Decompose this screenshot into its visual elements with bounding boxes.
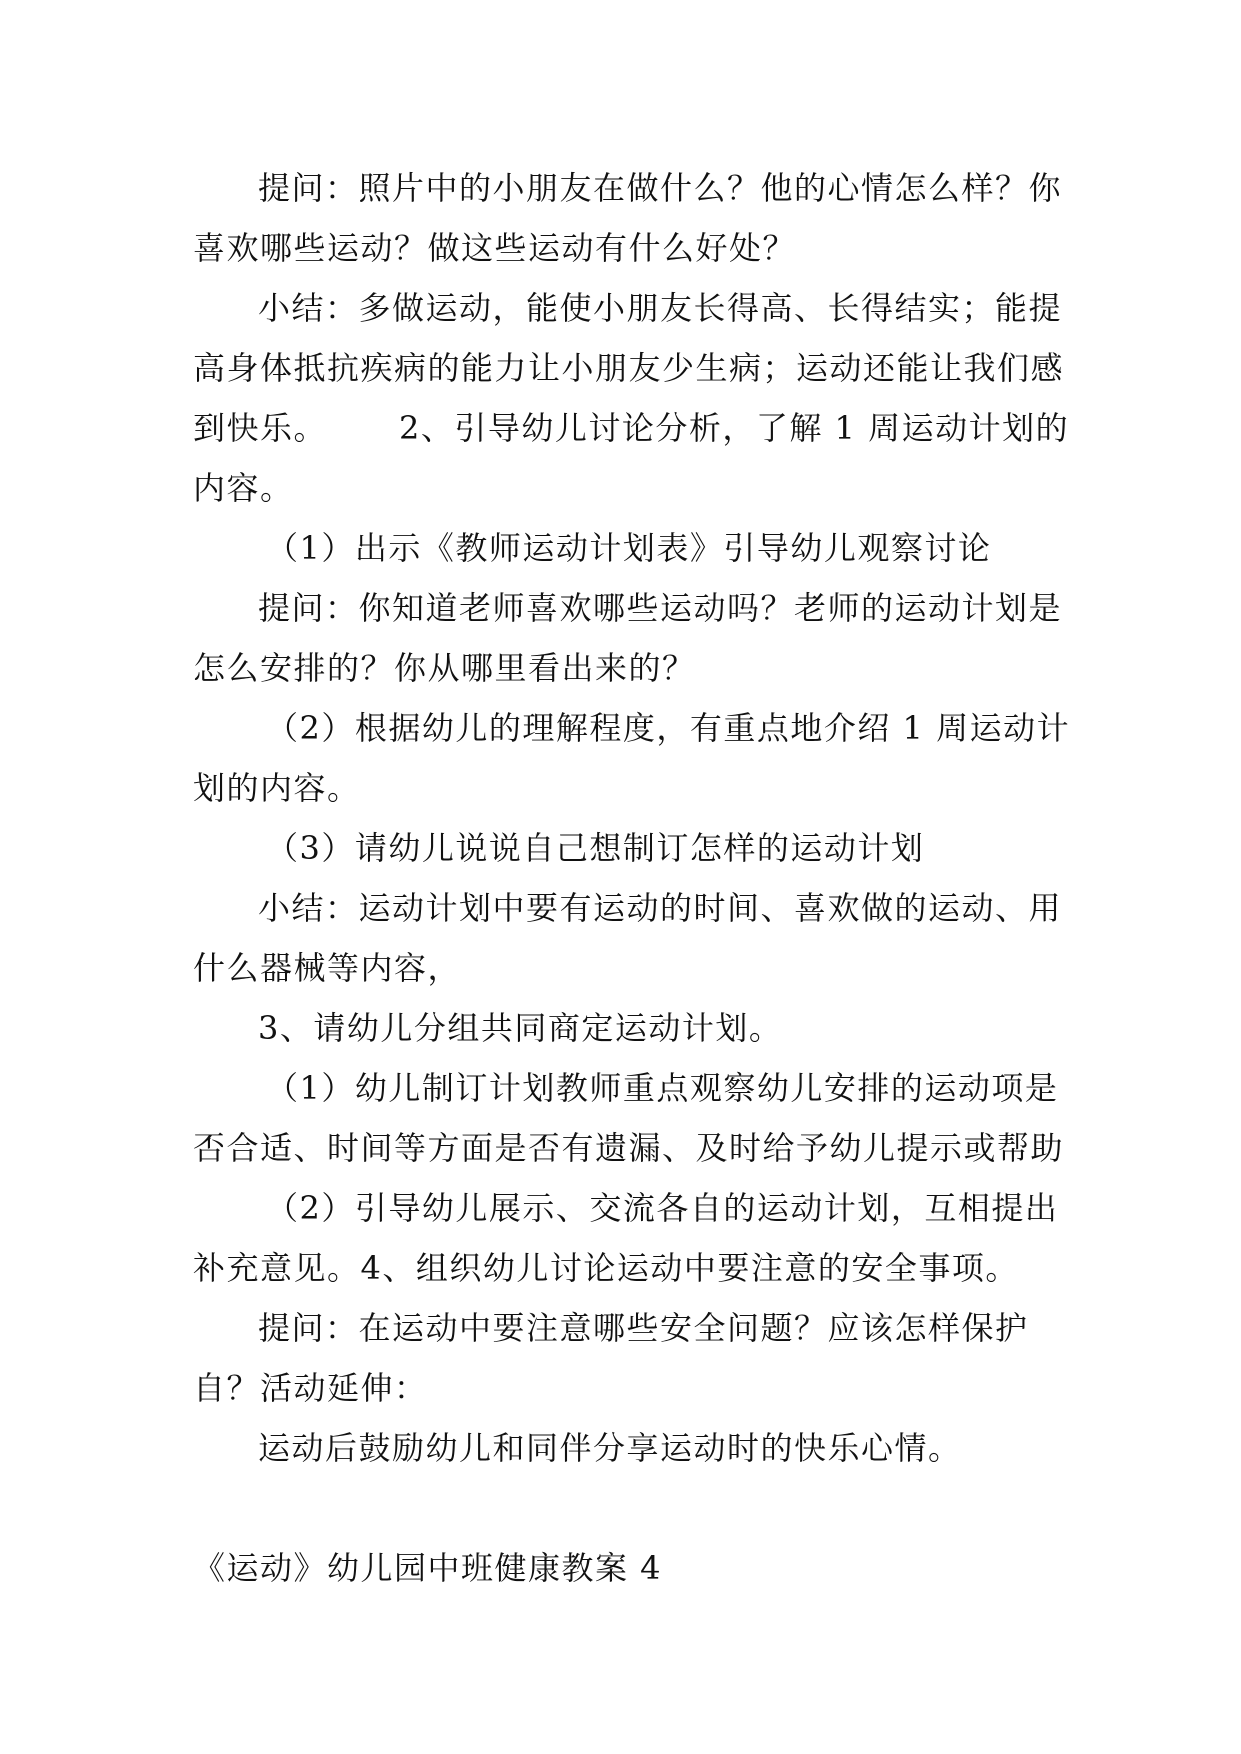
text-line: 运动后鼓励幼儿和同伴分享运动时的快乐心情。: [258, 1429, 962, 1467]
text-line: 补充意见。4、组织幼儿讨论运动中要注意的安全事项。: [193, 1249, 1019, 1287]
text-line: 提问：在运动中要注意哪些安全问题？应该怎样保护: [258, 1309, 1029, 1347]
text-line: 小结：多做运动，能使小朋友长得高、长得结实；能提: [258, 289, 1063, 327]
text-line: 3、请幼儿分组共同商定运动计划。: [258, 1009, 783, 1047]
text-line: （1）出示《教师运动计划表》引导幼儿观察讨论: [266, 529, 992, 567]
text-fragment: 2、引导幼儿讨论分析，了解 1 周运动计划的: [399, 409, 1070, 447]
text-line: 提问：照片中的小朋友在做什么？他的心情怎么样？你: [258, 169, 1063, 207]
text-line: 小结：运动计划中要有运动的时间、喜欢做的运动、用: [258, 889, 1063, 927]
text-line: 高身体抵抗疾病的能力让小朋友少生病；运动还能让我们感: [193, 349, 1065, 387]
text-line: （3）请幼儿说说自己想制订怎样的运动计划: [266, 829, 925, 867]
section-title: 《运动》幼儿园中班健康教案 4: [193, 1549, 663, 1587]
text-line: 否合适、时间等方面是否有遗漏、及时给予幼儿提示或帮助: [193, 1129, 1065, 1167]
text-line: （2）引导幼儿展示、交流各自的运动计划，互相提出: [266, 1189, 1059, 1227]
text-line: 提问：你知道老师喜欢哪些运动吗？老师的运动计划是: [258, 589, 1063, 627]
text-line: 自？活动延伸：: [193, 1369, 428, 1407]
text-line: [193, 408, 1069, 448]
text-line: 划的内容。: [193, 769, 361, 807]
text-line: 怎么安排的？你从哪里看出来的？: [193, 649, 696, 687]
text-line: （1）幼儿制订计划教师重点观察幼儿安排的运动项是: [266, 1069, 1059, 1107]
text-line: 内容。: [193, 469, 294, 507]
text-line: 什么器械等内容，: [193, 949, 462, 987]
text-fragment: 到快乐。: [193, 409, 328, 447]
text-line: （2）根据幼儿的理解程度，有重点地介绍 1 周运动计: [266, 709, 1071, 747]
text-line: 喜欢哪些运动？做这些运动有什么好处？: [193, 229, 797, 267]
